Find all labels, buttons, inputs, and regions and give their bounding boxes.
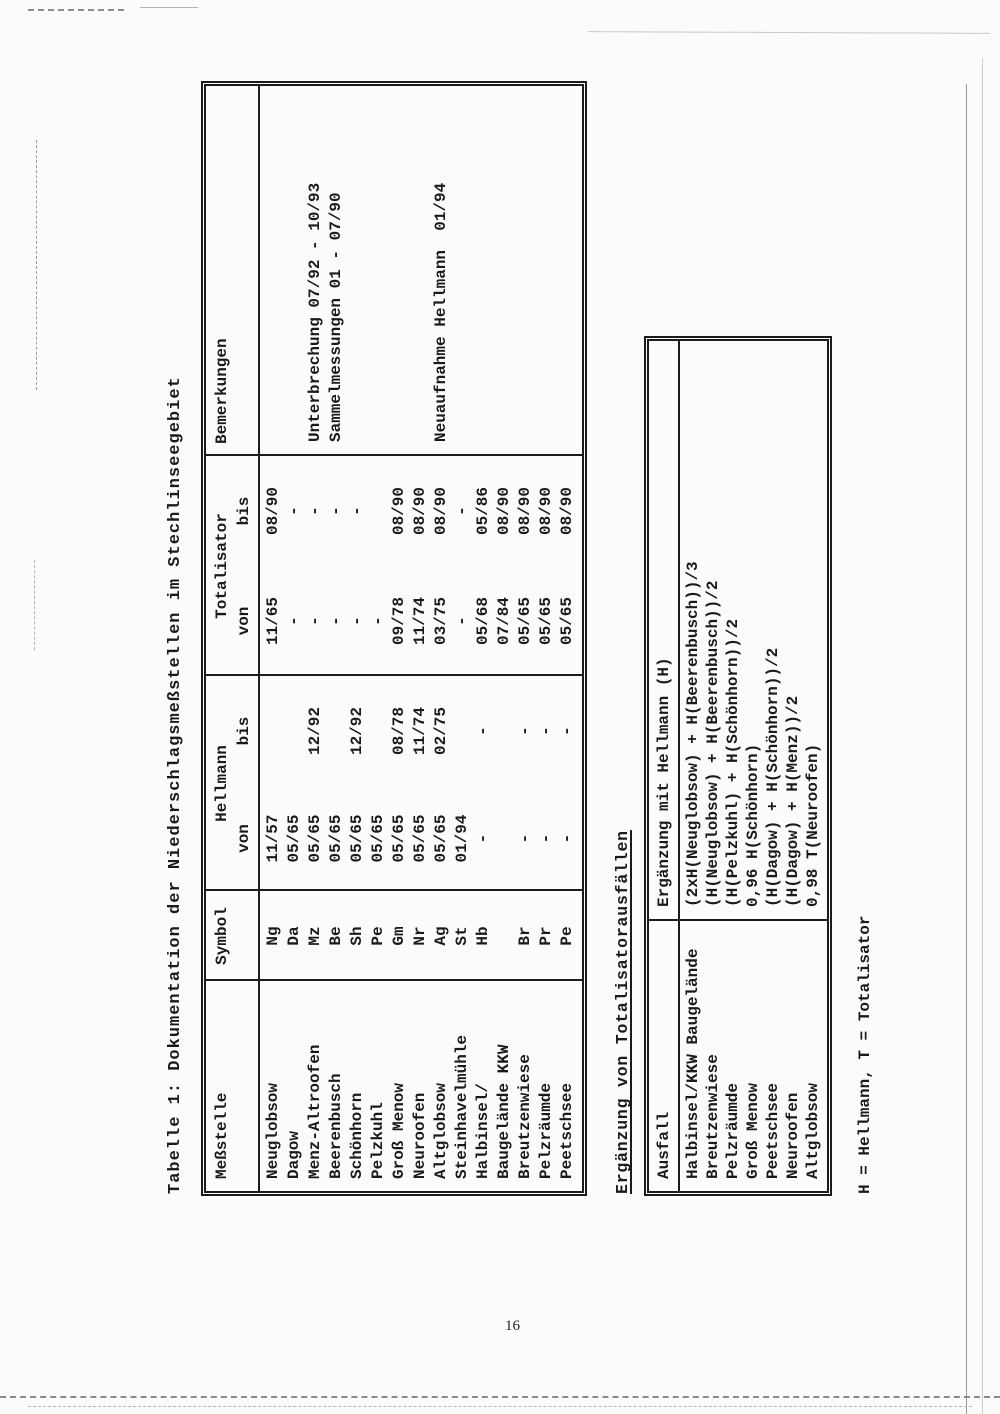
totalisator-bis-cell: 08/90	[558, 487, 576, 536]
replacement-row	[743, 341, 763, 1191]
totalisator-bis-cell: -	[453, 506, 471, 516]
header-hellmann-von: von	[235, 824, 253, 853]
symbol-cell: Da	[285, 926, 303, 946]
hellmann-von-cell: -	[537, 833, 555, 844]
station-row	[452, 86, 473, 1191]
station-name-cell: Neuglobsow	[264, 1082, 282, 1179]
totalisator-von-cell: 05/65	[558, 597, 576, 646]
station-name-cell: Menz-Altroofen	[306, 1044, 324, 1179]
header-spacer	[234, 981, 254, 1191]
totalisator-von-cell: -	[306, 616, 324, 626]
formel-cell: (H(Dagow) + H(Menz))/2	[784, 695, 802, 907]
symbol-cell: Nr	[411, 926, 429, 946]
formel-cell: (H(Dagow) + H(Schönhorn))/2	[764, 647, 782, 907]
table2-body	[680, 341, 827, 1191]
hellmann-von-cell: 05/65	[390, 814, 408, 863]
station-row	[284, 86, 305, 1191]
symbol-cell: Gm	[390, 926, 408, 946]
header-spacer	[234, 891, 254, 981]
symbol-cell: Hb	[474, 926, 492, 946]
station-name-cell: Schönhorn	[348, 1092, 366, 1179]
formel-cell: 0,96 H(Schönhorn)	[744, 743, 762, 907]
station-row	[473, 86, 494, 1191]
totalisator-von-cell: -	[453, 616, 471, 626]
replacement-row	[763, 341, 783, 1191]
station-name-cell: Neuroofen	[411, 1092, 429, 1179]
formel-cell: (H(Neuglobsow) + H(Beerenbusch))/2	[704, 580, 722, 907]
station-row	[536, 86, 557, 1191]
totalisator-bis-cell: 08/90	[495, 487, 513, 536]
scan-artifact	[0, 1396, 1000, 1398]
station-name-cell: Groß Menow	[390, 1082, 408, 1179]
formel-cell: (H(Pelzkuhl) + H(Schönhorn))/2	[724, 618, 742, 907]
symbol-cell: Br	[516, 926, 534, 946]
hellmann-von-cell: 05/65	[348, 814, 366, 863]
totalisator-bis-cell: 05/86	[474, 487, 492, 536]
formel-cell: (2xH(Neuglobsow) + H(Beerenbusch))/3	[684, 561, 702, 907]
station-name-cell: Pelzräumde	[537, 1082, 555, 1179]
column-divider	[206, 674, 582, 676]
header-totalisator: Totalisator	[213, 513, 231, 619]
document-title: Tabelle 1: Dokumentation der Niederschlagsmeßstellen im Stechlinseegebiet	[166, 376, 185, 1194]
hellmann-bis-cell: 11/74	[411, 707, 429, 756]
totalisator-bis-cell: 08/90	[411, 487, 429, 536]
column-divider	[649, 919, 827, 921]
hellmann-bis-cell: 12/92	[348, 707, 366, 756]
station-name-cell: Steinhavelmühle	[453, 1034, 471, 1179]
symbol-cell: Pe	[558, 926, 576, 946]
bemerkung-cell: Neuaufnahme Hellmann 01/94	[432, 182, 450, 442]
ausfall-cell: Halbinsel/KKW Baugelände	[684, 948, 702, 1179]
replacement-row	[783, 341, 803, 1191]
scan-artifact	[588, 31, 990, 34]
totalisator-bis-cell: -	[306, 506, 324, 516]
totalisator-von-cell: -	[327, 616, 345, 626]
symbol-cell: Sh	[348, 926, 366, 946]
totalisator-bis-cell: 08/90	[537, 487, 555, 536]
station-row	[515, 86, 536, 1191]
totalisator-von-cell: -	[285, 616, 303, 626]
rotated-content	[166, 56, 886, 1206]
ausfall-cell: Groß Menow	[744, 1082, 762, 1179]
hellmann-von-cell: 05/65	[432, 814, 450, 863]
hellmann-bis-cell: -	[537, 726, 555, 736]
totalisator-von-cell: 11/74	[411, 597, 429, 646]
station-name-cell: Beerenbusch	[327, 1073, 345, 1179]
legend-footnote: H = Hellmann, T = Totalisator	[856, 915, 874, 1194]
section-heading: Ergänzung von Totalisatorausfällen	[613, 830, 632, 1194]
station-row	[347, 86, 368, 1191]
station-row	[557, 86, 578, 1191]
replacement-row	[703, 341, 723, 1191]
station-row	[326, 86, 347, 1191]
ausfall-cell: Altglobsow	[804, 1082, 822, 1179]
hellmann-von-cell: -	[558, 833, 576, 844]
hellmann-von-cell: 01/94	[453, 814, 471, 863]
station-name-cell: Peetschsee	[558, 1082, 576, 1179]
hellmann-von-cell: -	[516, 833, 534, 844]
symbol-cell: Pe	[369, 926, 387, 946]
header-symbol: Symbol	[213, 907, 231, 965]
totalisator-bis-cell: -	[348, 506, 366, 516]
hellmann-von-cell: 05/65	[327, 814, 345, 863]
header-spacer	[234, 86, 254, 456]
symbol-cell: Ng	[264, 926, 282, 946]
ausfall-cell: Peetschsee	[764, 1082, 782, 1179]
symbol-cell: Pr	[537, 926, 555, 946]
page-number: 16	[505, 1318, 520, 1334]
header-totalisator-von: von	[235, 606, 253, 636]
station-name-cell: Altglobsow	[432, 1082, 450, 1179]
bemerkung-cell: Unterbrechung 07/92 - 10/93	[306, 182, 324, 442]
formel-cell: 0,98 T(Neuroofen)	[804, 743, 822, 907]
totalisator-bis-cell: -	[327, 506, 345, 516]
header-totalisator-bis: bis	[235, 496, 253, 526]
station-name-cell: Dagow	[285, 1130, 303, 1179]
station-row	[389, 86, 410, 1191]
totalisator-von-cell: -	[348, 616, 366, 626]
symbol-cell: Ag	[432, 926, 450, 946]
totalisator-von-cell: 09/78	[390, 597, 408, 646]
header-ergaenzung: Ergänzung mit Hellmann (H)	[655, 657, 673, 907]
scan-artifact	[28, 9, 124, 11]
ausfall-cell: Neuroofen	[784, 1092, 802, 1179]
station-row	[431, 86, 452, 1191]
totalisator-von-cell: 05/65	[537, 597, 555, 646]
table-header	[206, 86, 260, 1191]
scan-artifact	[966, 84, 967, 1414]
column-divider	[206, 979, 582, 981]
replacement-row	[683, 341, 703, 1191]
station-row	[263, 86, 284, 1191]
hellmann-von-cell: 05/65	[411, 814, 429, 863]
precipitation-stations-table	[201, 81, 587, 1196]
totalisator-von-cell: 05/65	[516, 597, 534, 646]
hellmann-von-cell: -	[474, 833, 492, 844]
totalisator-von-cell: 11/65	[264, 597, 282, 646]
totalisator-bis-cell: 08/90	[264, 487, 282, 536]
totalisator-von-cell: 05/68	[474, 597, 492, 646]
header-bemerkungen: Bemerkungen	[213, 338, 231, 444]
totalisator-bis-cell: -	[285, 506, 303, 516]
station-name-cell: Pelzkuhl	[369, 1102, 387, 1179]
symbol-cell: Mz	[306, 926, 324, 946]
totalisator-von-cell: 03/75	[432, 597, 450, 646]
station-name-cell: Breutzenwiese	[516, 1054, 534, 1179]
totalisator-bis-cell: 08/90	[390, 487, 408, 536]
hellmann-von-cell: 11/57	[264, 814, 282, 863]
hellmann-bis-cell: -	[516, 726, 534, 736]
scan-artifact	[28, 1406, 972, 1407]
header-hellmann-bis: bis	[235, 716, 253, 746]
header-messstelle: Meßstelle	[213, 1092, 231, 1179]
hellmann-von-cell: 05/65	[285, 814, 303, 863]
scan-artifact	[36, 140, 37, 390]
column-divider	[206, 454, 582, 456]
ausfall-cell: Breutzenwiese	[704, 1054, 722, 1179]
scan-artifact	[34, 560, 35, 650]
bemerkung-cell: Sammelmessungen 01 - 07/90	[327, 192, 345, 442]
station-row	[305, 86, 326, 1191]
station-name-cell: Halbinsel/	[474, 1082, 492, 1179]
symbol-cell: Be	[327, 926, 345, 946]
totalisator-von-cell: 07/84	[495, 597, 513, 646]
station-row	[368, 86, 389, 1191]
ausfall-cell: Pelzräumde	[724, 1082, 742, 1179]
symbol-cell: St	[453, 926, 471, 946]
station-row	[410, 86, 431, 1191]
totalisator-von-cell: -	[369, 616, 387, 626]
totalisator-bis-cell: 08/90	[432, 487, 450, 536]
table1-body	[260, 86, 582, 1191]
hellmann-bis-cell: -	[558, 726, 576, 736]
hellmann-von-cell: 05/65	[369, 814, 387, 863]
header-ausfall: Ausfall	[655, 1111, 673, 1179]
totalisator-replacement-table	[644, 336, 832, 1196]
hellmann-von-cell: 05/65	[306, 814, 324, 863]
table-header	[649, 341, 680, 1191]
replacement-row	[723, 341, 743, 1191]
scan-artifact	[140, 7, 198, 8]
hellmann-bis-cell: 12/92	[306, 707, 324, 756]
station-row	[494, 86, 515, 1191]
hellmann-bis-cell: 02/75	[432, 707, 450, 756]
totalisator-bis-cell: 08/90	[516, 487, 534, 536]
column-divider	[206, 889, 582, 891]
header-hellmann: Hellmann	[213, 745, 231, 822]
replacement-row	[803, 341, 823, 1191]
scan-artifact	[982, 58, 983, 1414]
station-name-cell: Baugelände KKW	[495, 1044, 513, 1179]
hellmann-bis-cell: 08/78	[390, 707, 408, 756]
hellmann-bis-cell: -	[474, 726, 492, 736]
